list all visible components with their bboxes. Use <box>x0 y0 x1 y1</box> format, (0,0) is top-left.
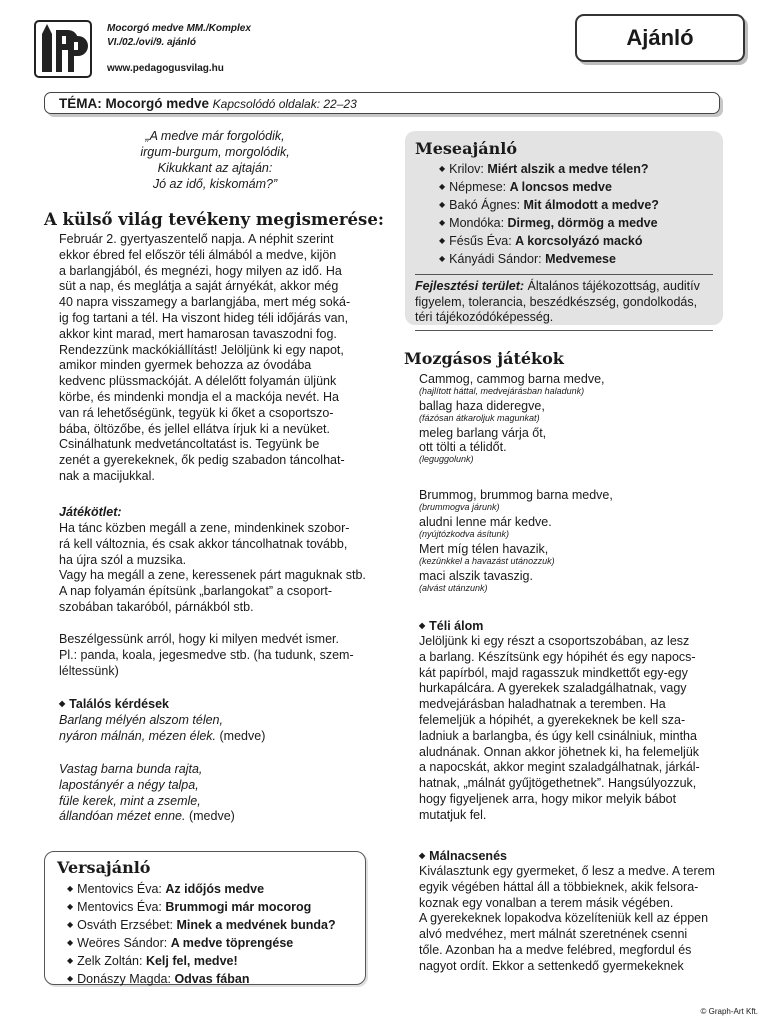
song-line: Mert míg télen havazik, <box>419 542 549 556</box>
riddle-1 <box>59 713 379 745</box>
list-item: ◆ Osváth Erzsébet: Minek a medvének bunda? <box>57 917 355 935</box>
song-verse-2 <box>419 488 719 596</box>
song-line: Brummog, brummog barna medve, <box>419 488 613 502</box>
versajanlo-list <box>57 881 355 989</box>
publisher-logo <box>34 20 92 78</box>
list-item: ◆ Mentovics Éva: Az időjós medve <box>57 881 355 899</box>
ajanlo-badge: Ajánló <box>575 14 745 62</box>
riddle-2 <box>59 762 379 825</box>
song-line: ballag haza dideregve, <box>419 399 545 413</box>
song-line: meleg barlang várja őt, <box>419 426 547 440</box>
intro-poem: „A medve már forgolódik, irgum-burgum, morgolódik, Kikukkant az ajtaján: Jó az idő, kiskomám?” <box>140 129 290 191</box>
list-item: ◆ Fésűs Éva: A korcsolyázó mackó <box>429 233 713 251</box>
song-note: (alvást utánzunk) <box>419 583 488 593</box>
list-item: ◆ Weöres Sándor: A medve töprengése <box>57 935 355 953</box>
song-verse-1 <box>419 372 719 467</box>
meseajanlo-list <box>415 161 713 269</box>
song-line: maci alszik tavaszig. <box>419 569 533 583</box>
kulso-vilag-text: Február 2. gyertyaszentelő napja. A néphit szerint ekkor ébred fel először téli álmából a medve, kijön a barlangjából, és megnézi, hogy milyen az idő. Ha süt a nap, és meglátja a saját árnyékát, akkor még 40 napra visszamegy a barlangjába, mert még soká- ig fog tartani a tél. Ha viszont hideg téli időjárás van, akkor kint marad, mert hamarosan tavaszodni fog. Rendezzünk mackókiállítást! Jelöljünk ki egy napot, amikor minden gyermek behozza az óvodába kedvenc plüssmackóját. A délelőtt folyamán üljünk körbe, és mindenki mondja el a mackója nevét. Ha van rá lehetőségünk, tegyük ki őket a csoportszo- bába, öltözőbe, és jellel ellátva írjuk ki a nevüket. Csinálhatunk medvetáncoltatást is. Tegyünk be zenét a gyerekeknek, ők pedig szabadon táncolhat- nak a macijukkal. <box>59 232 351 483</box>
copyright: © Graph-Art Kft. <box>700 1007 758 1016</box>
song-line: ott tölti a télidőt. <box>419 440 507 454</box>
song-line: Cammog, cammog barna medve, <box>419 372 605 386</box>
divider <box>415 274 713 275</box>
header-url[interactable]: www.pedagogusvilag.hu <box>107 63 224 74</box>
jatekotlet-text: Ha tánc közben megáll a zene, mindenkinek szobor- rá kell változnia, és csak akkor táncolhatnak tovább, ha újra szól a muzsika. Vagy ha megáll a zene, keressenek párt maguknak stb. A nap folyamán építsünk „barlangokat” a csoport- szobában takaróból, párnákból stb. <box>59 521 366 614</box>
riddle-2-text: Vastag barna bunda rajta, lapostányér a négy talpa, füle kerek, mint a zsemle, állandóan mézet enne. <box>59 762 203 824</box>
song-note: (leguggolunk) <box>419 454 474 464</box>
song-note: (nyújtózkodva ásítunk) <box>419 529 510 539</box>
list-item: ◆ Mondóka: Dirmeg, dörmög a medve <box>429 215 713 233</box>
tema-related-pages: Kapcsolódó oldalak: 22–23 <box>212 97 357 111</box>
song-note: (fázósan átkaroljuk magunkat) <box>419 413 540 423</box>
malnacsenes-text: Kiválasztunk egy gyermeket, ő lesz a medve. A terem egyik végében háttal áll a többieknek, akik felsora- koznak egy vonalban a terem másik végében. A gyerekeknek lopakodva közelíteniük kell az éppen alvó medvéhez, mert málnát szeretnének csenni tőle. Azonban ha a medve felébred, megfordul és nagyot ordít. Ekkor a settenkedő gyermekeknek <box>419 864 715 973</box>
header-line-2: VI./02./ovi/9. ajánló <box>107 37 196 48</box>
meseajanlo-title: Meseajánló <box>415 139 517 158</box>
talalos-title: ◆ Találós kérdések <box>59 697 169 714</box>
riddle-1-answer: (medve) <box>219 728 266 743</box>
teli-alom-title: ◆ Téli álom <box>419 619 483 636</box>
list-item: ◆ Zelk Zoltán: Kelj fel, medve! <box>57 953 355 971</box>
list-item: ◆ Kányádi Sándor: Medvemese <box>429 251 713 269</box>
divider <box>415 330 713 331</box>
teli-alom-text: Jelöljünk ki egy részt a csoportszobában, az lesz a barlang. Készítsünk egy hópihét és egy napocs- kát papírból, majd ragasszuk mindkettőt egy-egy hurkapálcára. A gyerekek szaladgálhatnak, vagy medvejárásban haladhatnak a teremben. Ha felemeljük a hópihét, a gyerekeknek be kell sza- ladniuk a barlangba, és úgy kell csinálniuk, mintha aludnának. Onnan akkor jöhetnek ki, ha felemeljük a napocskát, akkor megint szaladgálhatnak, járkál- hatnak, „málnát gyűjtögethetnek”. Hangsúlyozzuk, hogy figyeljenek arra, hogy mikor melyik bábot mutatjuk fel. <box>419 634 700 822</box>
tema-bar <box>44 92 720 114</box>
riddle-2-answer: (medve) <box>188 809 235 824</box>
song-note: (brummogva járunk) <box>419 502 500 512</box>
versajanlo-box <box>44 851 366 985</box>
riddle-1-text: Barlang mélyén alszom télen, nyáron málnán, mézen élek. <box>59 713 223 743</box>
song-note: (kezünkkel a havazást utánozzuk) <box>419 556 555 566</box>
list-item: ◆ Mentovics Éva: Brummogi már mocorog <box>57 899 355 917</box>
header-line-1: Mocorgó medve MM./Komplex <box>107 23 251 34</box>
list-item: ◆ Népmese: A loncsos medve <box>429 179 713 197</box>
malnacsenes-title: ◆ Málnacsenés <box>419 849 507 866</box>
mozgasos-title: Mozgásos játékok <box>404 349 564 368</box>
beszelgetes-text: Beszélgessünk arról, hogy ki milyen medvét ismer. Pl.: panda, koala, jegesmedve stb. (ha tudunk, szem- léltessünk) <box>59 632 354 678</box>
song-line: aludni lenne már kedve. <box>419 515 552 529</box>
song-note: (hajlított háttal, medvejárásban haladunk) <box>419 386 585 396</box>
jatekotlet-title: Játékötlet: <box>59 505 122 519</box>
fejlesztesi-text: Általános tájékozottság, auditív figyelem, tolerancia, beszédkészség, gondolkodás, téri tájékozódóképesség. <box>415 279 700 324</box>
versajanlo-title: Versajánló <box>57 858 151 877</box>
kulso-vilag-title: A külső világ tevékeny megismerése: <box>44 210 384 229</box>
fejlesztesi-terulet <box>415 279 713 326</box>
list-item: ◆ Bakó Ágnes: Mit álmodott a medve? <box>429 197 713 215</box>
list-item: ◆ Krilov: Miért alszik a medve télen? <box>429 161 713 179</box>
tema-label: TÉMA: Mocorgó medve <box>59 96 210 111</box>
list-item: ◆ Donászy Magda: Odvas fában <box>57 971 355 989</box>
fejlesztesi-label: Fejlesztési terület: <box>415 279 525 293</box>
meseajanlo-box <box>405 131 723 325</box>
